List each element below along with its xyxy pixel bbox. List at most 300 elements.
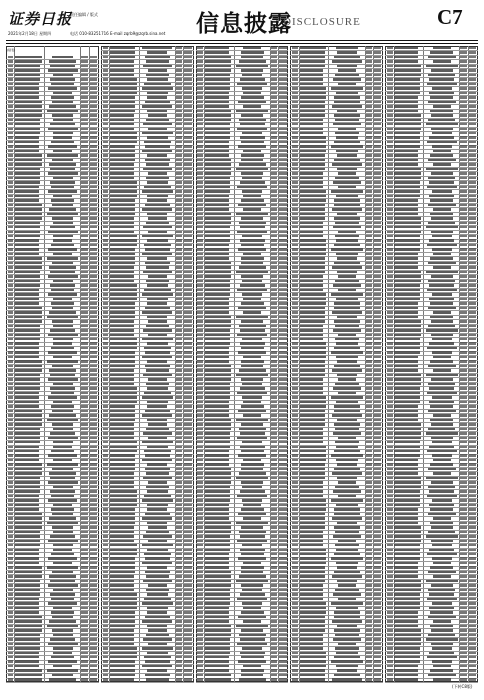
table-cell-text (110, 141, 136, 143)
table-cell-text (292, 378, 298, 380)
table-cell-text (90, 660, 97, 662)
table-cell-text (271, 423, 277, 425)
table-cell-text (332, 575, 362, 577)
table-cell-text (271, 136, 277, 138)
table-cell-text (236, 580, 268, 582)
table-cell-text (338, 172, 356, 174)
table-cell-text (394, 405, 418, 407)
table-cell-text (240, 284, 265, 286)
table-cell-text (374, 566, 381, 568)
table-cell-text (49, 311, 76, 313)
table-cell-text (460, 405, 466, 407)
table-cell-text (394, 535, 420, 537)
table-cell-text (110, 87, 136, 89)
table-cell-text (205, 351, 229, 353)
table-cell-text (279, 454, 286, 456)
table-cell-text (394, 307, 418, 309)
table-cell-text (271, 549, 277, 551)
table-cell-text (271, 490, 277, 492)
table-cell-text (430, 316, 453, 318)
table-cell-text (366, 275, 372, 277)
table-cell-text (460, 584, 466, 586)
table-cell-text (271, 540, 277, 542)
table-cell-text (90, 540, 97, 542)
table-cell-text (336, 401, 358, 403)
table-cell-text (142, 665, 172, 667)
table-cell-text (394, 226, 420, 228)
table-cell-text (81, 60, 87, 62)
table-cell-text (51, 199, 74, 201)
table-cell-text (433, 163, 451, 165)
table-cell-text (366, 522, 372, 524)
table-cell-text (292, 172, 298, 174)
table-cell-text (81, 674, 87, 676)
table-cell-text (110, 557, 135, 559)
table-cell-text (81, 423, 87, 425)
table-cell-text (366, 289, 372, 291)
table-cell-text (48, 454, 76, 456)
table-cell-text (300, 204, 325, 206)
table-cell-text (366, 459, 372, 461)
table-cell-text (48, 351, 76, 353)
table-cell-text (469, 504, 476, 506)
table-cell-text (197, 526, 203, 528)
table-cell-text (242, 190, 262, 192)
table-cell-text (81, 311, 87, 313)
table-cell-text (279, 629, 286, 631)
table-cell-text (103, 629, 109, 631)
table-cell-text (8, 329, 14, 331)
table-cell-text (90, 665, 97, 667)
table-cell-text (147, 387, 169, 389)
table-cell-text (145, 262, 170, 264)
table-cell-text (176, 634, 182, 636)
table-cell-text (366, 141, 372, 143)
table-cell-text (300, 410, 325, 412)
table-cell-text (184, 311, 191, 313)
table-cell-text (197, 450, 203, 452)
table-cell-text (387, 526, 393, 528)
table-cell-text (197, 298, 203, 300)
table-cell-text (103, 244, 109, 246)
table-cell-text (387, 616, 393, 618)
table-cell-text (142, 459, 172, 461)
table-cell-text (433, 208, 451, 210)
table-cell-text (81, 531, 87, 533)
table-cell-text (81, 454, 87, 456)
table-cell-text (50, 593, 75, 595)
table-cell-text (374, 423, 381, 425)
table-cell-text (184, 365, 191, 367)
table-cell-text (236, 419, 268, 421)
table-cell-text (197, 611, 203, 613)
table-cell-text (103, 620, 109, 622)
table-cell-text (90, 87, 97, 89)
table-cell-text (292, 235, 298, 237)
table-cell-text (271, 128, 277, 130)
table-cell-text (147, 96, 167, 98)
table-cell-text (469, 248, 476, 250)
table-cell-text (300, 159, 325, 161)
table-cell-text (429, 239, 454, 241)
table-cell-text (110, 96, 135, 98)
table-cell-text (49, 266, 76, 268)
table-cell-text (366, 190, 372, 192)
table-cell-text (271, 463, 277, 465)
table-cell-text (81, 575, 87, 577)
table-cell-text (387, 257, 393, 259)
table-cell-text (81, 383, 87, 385)
table-cell-text (387, 204, 393, 206)
table-cell-text (8, 132, 14, 134)
table-cell-text (176, 150, 182, 152)
table-cell-text (292, 419, 298, 421)
table-cell-text (431, 320, 453, 322)
table-cell-text (184, 522, 191, 524)
table-cell-text (81, 325, 87, 327)
table-cell-text (184, 257, 191, 259)
table-cell-text (336, 446, 358, 448)
table-cell-text (366, 504, 372, 506)
table-cell-text (366, 253, 372, 255)
table-cell-text (90, 141, 97, 143)
table-cell-text (197, 446, 203, 448)
table-cell-text (81, 499, 87, 501)
table-cell-text (8, 656, 14, 658)
table-cell-text (81, 625, 87, 627)
table-cell-text (432, 454, 452, 456)
table-cell-text (90, 526, 97, 528)
table-cell-text (469, 410, 476, 412)
table-cell-text (366, 74, 372, 76)
table-cell-text (374, 101, 381, 103)
table-cell-text (300, 634, 324, 636)
table-cell-text (429, 490, 454, 492)
table-cell-text (279, 154, 286, 156)
table-cell-text (374, 253, 381, 255)
table-cell-text (142, 441, 174, 443)
table-cell-text (271, 284, 277, 286)
table-cell-text (387, 499, 393, 501)
table-cell-text (50, 78, 75, 80)
table-cell-text (197, 226, 203, 228)
table-cell-text (279, 190, 286, 192)
table-cell-text (110, 325, 134, 327)
table-cell-text (197, 499, 203, 501)
table-cell-text (15, 347, 39, 349)
table-cell-text (469, 428, 476, 430)
table-cell-text (205, 60, 231, 62)
table-cell-text (81, 123, 87, 125)
table-cell-text (292, 616, 298, 618)
table-cell-text (460, 678, 466, 680)
table-cell-text (197, 119, 203, 121)
table-cell-text (81, 284, 87, 286)
table-cell-text (197, 669, 203, 671)
table-cell-text (469, 222, 476, 224)
table-cell-text (279, 365, 286, 367)
table-cell-text (279, 584, 286, 586)
table-cell-text (197, 383, 203, 385)
table-cell-text (142, 47, 172, 49)
table-cell-text (432, 190, 452, 192)
table-cell-text (146, 369, 169, 371)
table-cell-text (394, 481, 420, 483)
table-cell-text (279, 239, 286, 241)
table-cell-text (279, 593, 286, 595)
table-cell-text (176, 454, 182, 456)
table-cell-text (237, 437, 267, 439)
table-cell-text (429, 78, 454, 80)
table-cell-text (292, 181, 298, 183)
table-cell-text (238, 616, 266, 618)
table-cell-text (331, 660, 363, 662)
table-cell-text (148, 540, 166, 542)
table-cell-text (110, 571, 135, 573)
table-cell-text (90, 566, 97, 568)
table-cell-text (279, 392, 286, 394)
table-cell-text (15, 481, 40, 483)
table-cell-text (184, 56, 191, 58)
table-cell-text (15, 141, 39, 143)
table-cell-text (241, 257, 264, 259)
table-cell-text (300, 356, 326, 358)
table-cell-text (387, 266, 393, 268)
table-cell-text (271, 428, 277, 430)
table-cell-text (197, 401, 203, 403)
table-cell-text (300, 616, 325, 618)
table-cell-text (145, 159, 170, 161)
table-cell-text (103, 136, 109, 138)
table-cell-text (205, 231, 230, 233)
table-cell-text (103, 356, 109, 358)
table-cell-text (142, 396, 174, 398)
table-cell-text (292, 526, 298, 528)
table-cell-text (184, 128, 191, 130)
table-cell-text (47, 316, 79, 318)
table-cell-text (271, 334, 277, 336)
table-cell-text (15, 226, 40, 228)
table-cell-text (279, 674, 286, 676)
table-cell-text (387, 141, 393, 143)
table-cell-text (338, 392, 356, 394)
table-cell-text (103, 145, 109, 147)
table-cell-text (300, 217, 325, 219)
table-cell-text (8, 647, 14, 649)
table-cell-text (103, 119, 109, 121)
table-cell-text (242, 383, 262, 385)
table-cell-text (15, 499, 39, 501)
table-cell-text (394, 656, 419, 658)
table-cell-text (469, 374, 476, 376)
table-cell-text (81, 428, 87, 430)
table-cell-text (334, 307, 359, 309)
table-cell-text (81, 369, 87, 371)
table-cell-text (394, 544, 419, 546)
table-cell-text (53, 298, 71, 300)
table-cell-text (103, 450, 109, 452)
table-cell-text (333, 78, 361, 80)
table-cell-text (103, 338, 109, 340)
table-cell-text (81, 620, 87, 622)
table-cell-text (469, 643, 476, 645)
table-cell-text (300, 611, 326, 613)
table-cell-text (333, 284, 361, 286)
table-cell-text (197, 535, 203, 537)
table-cell-text (52, 674, 74, 676)
table-cell-text (300, 468, 325, 470)
table-cell-text (15, 128, 40, 130)
table-cell-text (184, 396, 191, 398)
table-cell-text (300, 490, 324, 492)
table-cell-text (460, 222, 466, 224)
table-cell-text (90, 114, 97, 116)
table-cell-text (176, 566, 182, 568)
table-cell-text (147, 239, 169, 241)
table-cell-text (366, 378, 372, 380)
table-cell-text (205, 598, 230, 600)
table-cell-text (469, 401, 476, 403)
table-cell-text (205, 101, 229, 103)
table-cell-text (103, 128, 109, 130)
table-cell-text (147, 213, 167, 215)
table-cell-text (176, 163, 182, 165)
table-cell-text (374, 660, 381, 662)
table-cell-text (110, 625, 135, 627)
table-cell-text (431, 629, 453, 631)
table-cell-text (81, 611, 87, 613)
table-cell-text (205, 365, 231, 367)
table-cell-text (300, 190, 326, 192)
table-cell-text (239, 575, 266, 577)
table-cell-text (279, 248, 286, 250)
table-cell-text (176, 571, 182, 573)
table-cell-text (292, 374, 298, 376)
table-cell-text (184, 643, 191, 645)
table-cell-text (90, 204, 97, 206)
table-cell-text (110, 163, 134, 165)
table-cell-text (176, 446, 182, 448)
table-cell-text (197, 441, 203, 443)
table-cell-text (394, 589, 420, 591)
table-cell-text (184, 163, 191, 165)
table-cell-text (184, 481, 191, 483)
table-cell-text (15, 508, 39, 510)
table-cell-text (184, 235, 191, 237)
table-cell-text (366, 634, 372, 636)
table-cell-text (81, 298, 87, 300)
table-cell-text (81, 136, 87, 138)
table-cell-text (433, 620, 451, 622)
table-cell-text (243, 459, 261, 461)
table-cell-text (184, 652, 191, 654)
table-cell-text (394, 504, 419, 506)
table-cell-text (394, 365, 418, 367)
table-cell-text (184, 557, 191, 559)
table-cell-text (8, 665, 14, 667)
table-cell-text (145, 513, 170, 515)
table-cell-text (49, 105, 76, 107)
table-cell-text (387, 51, 393, 53)
table-cell-text (148, 231, 166, 233)
table-cell-text (197, 235, 203, 237)
table-cell-text (394, 253, 418, 255)
table-cell-text (469, 51, 476, 53)
table-cell-text (279, 253, 286, 255)
table-cell-text (147, 401, 169, 403)
table-cell-text (292, 141, 298, 143)
table-cell-text (15, 463, 41, 465)
table-cell-text (8, 105, 14, 107)
table-cell-text (90, 65, 97, 67)
table-cell-text (110, 575, 134, 577)
table-cell-text (279, 463, 286, 465)
table-cell-text (292, 472, 298, 474)
table-cell-text (81, 401, 87, 403)
table-cell-text (8, 652, 14, 654)
table-cell-text (335, 647, 358, 649)
table-cell-text (374, 266, 381, 268)
table-cell-text (387, 110, 393, 112)
table-cell-text (460, 428, 466, 430)
table-cell-text (394, 369, 418, 371)
table-cell-text (8, 213, 14, 215)
table-cell-text (394, 580, 420, 582)
table-cell-text (300, 351, 326, 353)
table-cell-text (184, 222, 191, 224)
table-cell-text (15, 607, 39, 609)
table-cell-text (394, 114, 420, 116)
table-cell-text (387, 123, 393, 125)
table-cell-text (110, 463, 135, 465)
table-cell-text (236, 522, 268, 524)
table-cell-text (15, 123, 40, 125)
table-cell-text (184, 553, 191, 555)
table-cell-text (300, 674, 325, 676)
table-cell-text (394, 678, 418, 680)
table-cell-text (15, 629, 41, 631)
table-cell-text (110, 360, 135, 362)
table-cell-text (374, 159, 381, 161)
table-cell-text (110, 616, 135, 618)
table-cell-text (394, 401, 419, 403)
table-cell-text (81, 535, 87, 537)
table-cell-text (8, 549, 14, 551)
table-cell-text (103, 656, 109, 658)
table-cell-text (197, 320, 203, 322)
table-cell-text (469, 320, 476, 322)
table-cell-text (15, 83, 39, 85)
table-cell-text (197, 293, 203, 295)
table-cell-text (103, 222, 109, 224)
table-cell-text (300, 647, 324, 649)
table-cell-text (292, 284, 298, 286)
table-cell-text (279, 553, 286, 555)
table-cell-text (300, 584, 324, 586)
table-cell-text (197, 463, 203, 465)
table-cell-text (184, 226, 191, 228)
table-cell-text (334, 656, 361, 658)
table-cell-text (279, 132, 286, 134)
table-cell-text (292, 517, 298, 519)
table-cell-text (430, 522, 453, 524)
table-cell-text (334, 347, 361, 349)
table-cell-text (394, 522, 418, 524)
table-cell-text (271, 266, 277, 268)
table-cell-text (51, 83, 74, 85)
table-cell-text (90, 454, 97, 456)
table-cell-text (300, 414, 325, 416)
